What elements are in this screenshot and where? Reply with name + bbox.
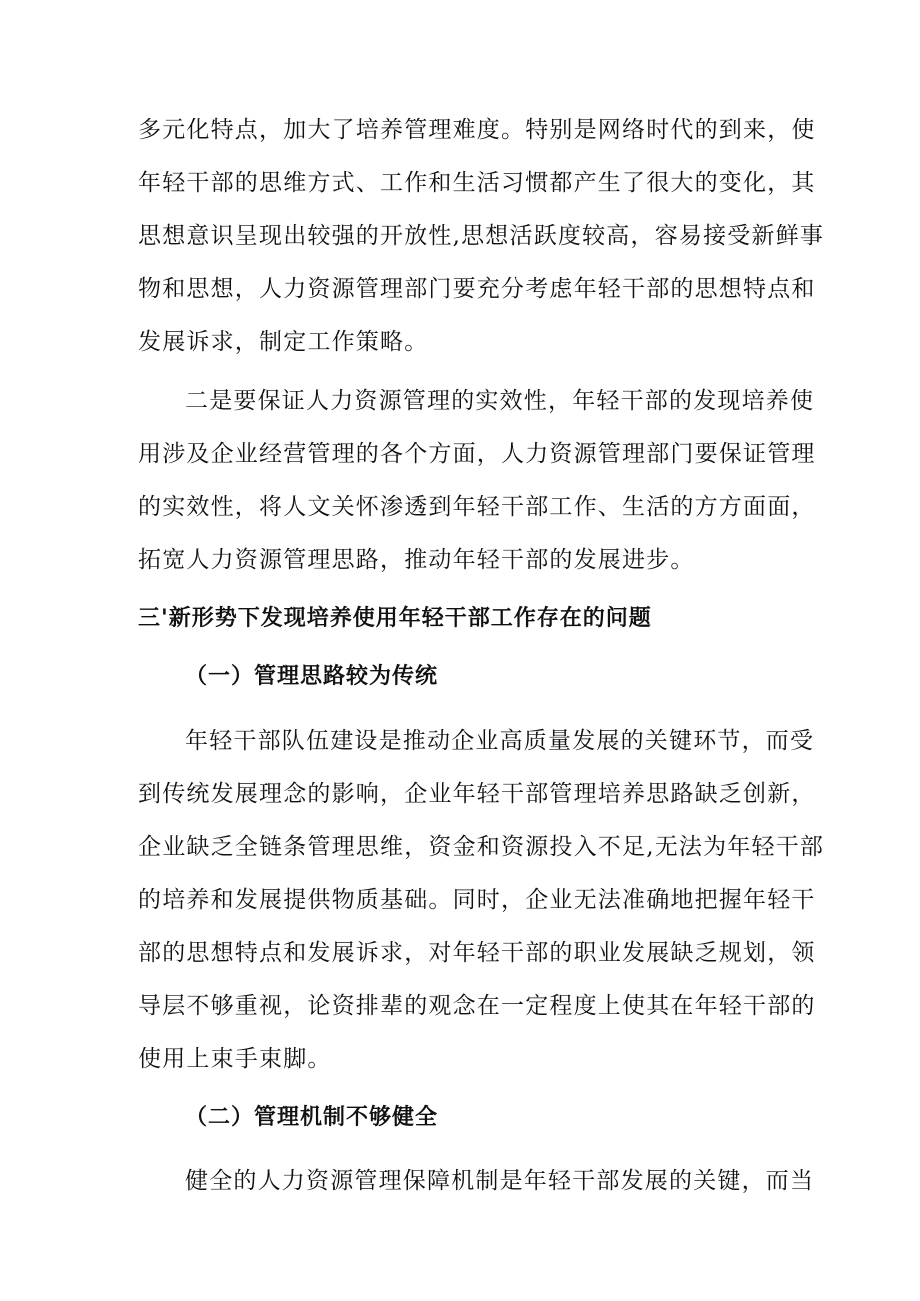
paragraph-3-line-2: 到传统发展理念的影响，企业年轻干部管理培养思路缺乏创新， bbox=[138, 781, 816, 807]
paragraph-1-line-3: 思想意识呈现出较强的开放性,思想活跃度较高，容易接受新鲜事 bbox=[138, 223, 825, 249]
paragraph-1-line-4: 物和思想，人力资源管理部门要充分考虑年轻干部的思想特点和 bbox=[138, 276, 816, 302]
paragraph-3-line-4: 的培养和发展提供物质基础。同时，企业无法准确地把握年轻干 bbox=[138, 887, 816, 913]
paragraph-2-line-1: 二是要保证人力资源管理的实效性，年轻干部的发现培养使 bbox=[185, 388, 815, 414]
paragraph-1-line-2: 年轻干部的思维方式、工作和生活习惯都产生了很大的变化，其 bbox=[138, 170, 816, 196]
paragraph-2-line-2: 用涉及企业经营管理的各个方面，人力资源管理部门要保证管理 bbox=[138, 441, 816, 467]
paragraph-3-line-1: 年轻干部队伍建设是推动企业高质量发展的关键环节，而受 bbox=[185, 728, 815, 754]
paragraph-3-line-5: 部的思想特点和发展诉求，对年轻干部的职业发展缺乏规划，领 bbox=[138, 940, 816, 966]
paragraph-4-line-1: 健全的人力资源管理保障机制是年轻干部发展的关键，而当 bbox=[185, 1168, 815, 1194]
section-heading: 三'新形势下发现培养使用年轻干部工作存在的问题 bbox=[138, 606, 652, 631]
paragraph-3-line-6: 导层不够重视，论资排辈的观念在一定程度上使其在年轻干部的 bbox=[138, 993, 816, 1019]
paragraph-3-line-7: 使用上束手束脚。 bbox=[138, 1046, 332, 1072]
paragraph-3-line-3: 企业缺乏全链条管理思维，资金和资源投入不足,无法为年轻干部 bbox=[138, 834, 825, 860]
paragraph-2-line-4: 拓宽人力资源管理思路，推动年轻干部的发展进步。 bbox=[138, 547, 695, 573]
subheading-2: （二）管理机制不够健全 bbox=[185, 1105, 439, 1130]
paragraph-1-line-5: 发展诉求，制定工作策略。 bbox=[138, 329, 429, 355]
subheading-1: （一）管理思路较为传统 bbox=[185, 664, 439, 689]
paragraph-1-line-1: 多元化特点，加大了培养管理难度。特别是网络时代的到来，使 bbox=[138, 117, 816, 143]
paragraph-2-line-3: 的实效性，将人文关怀渗透到年轻干部工作、生活的方方面面， bbox=[138, 494, 816, 520]
